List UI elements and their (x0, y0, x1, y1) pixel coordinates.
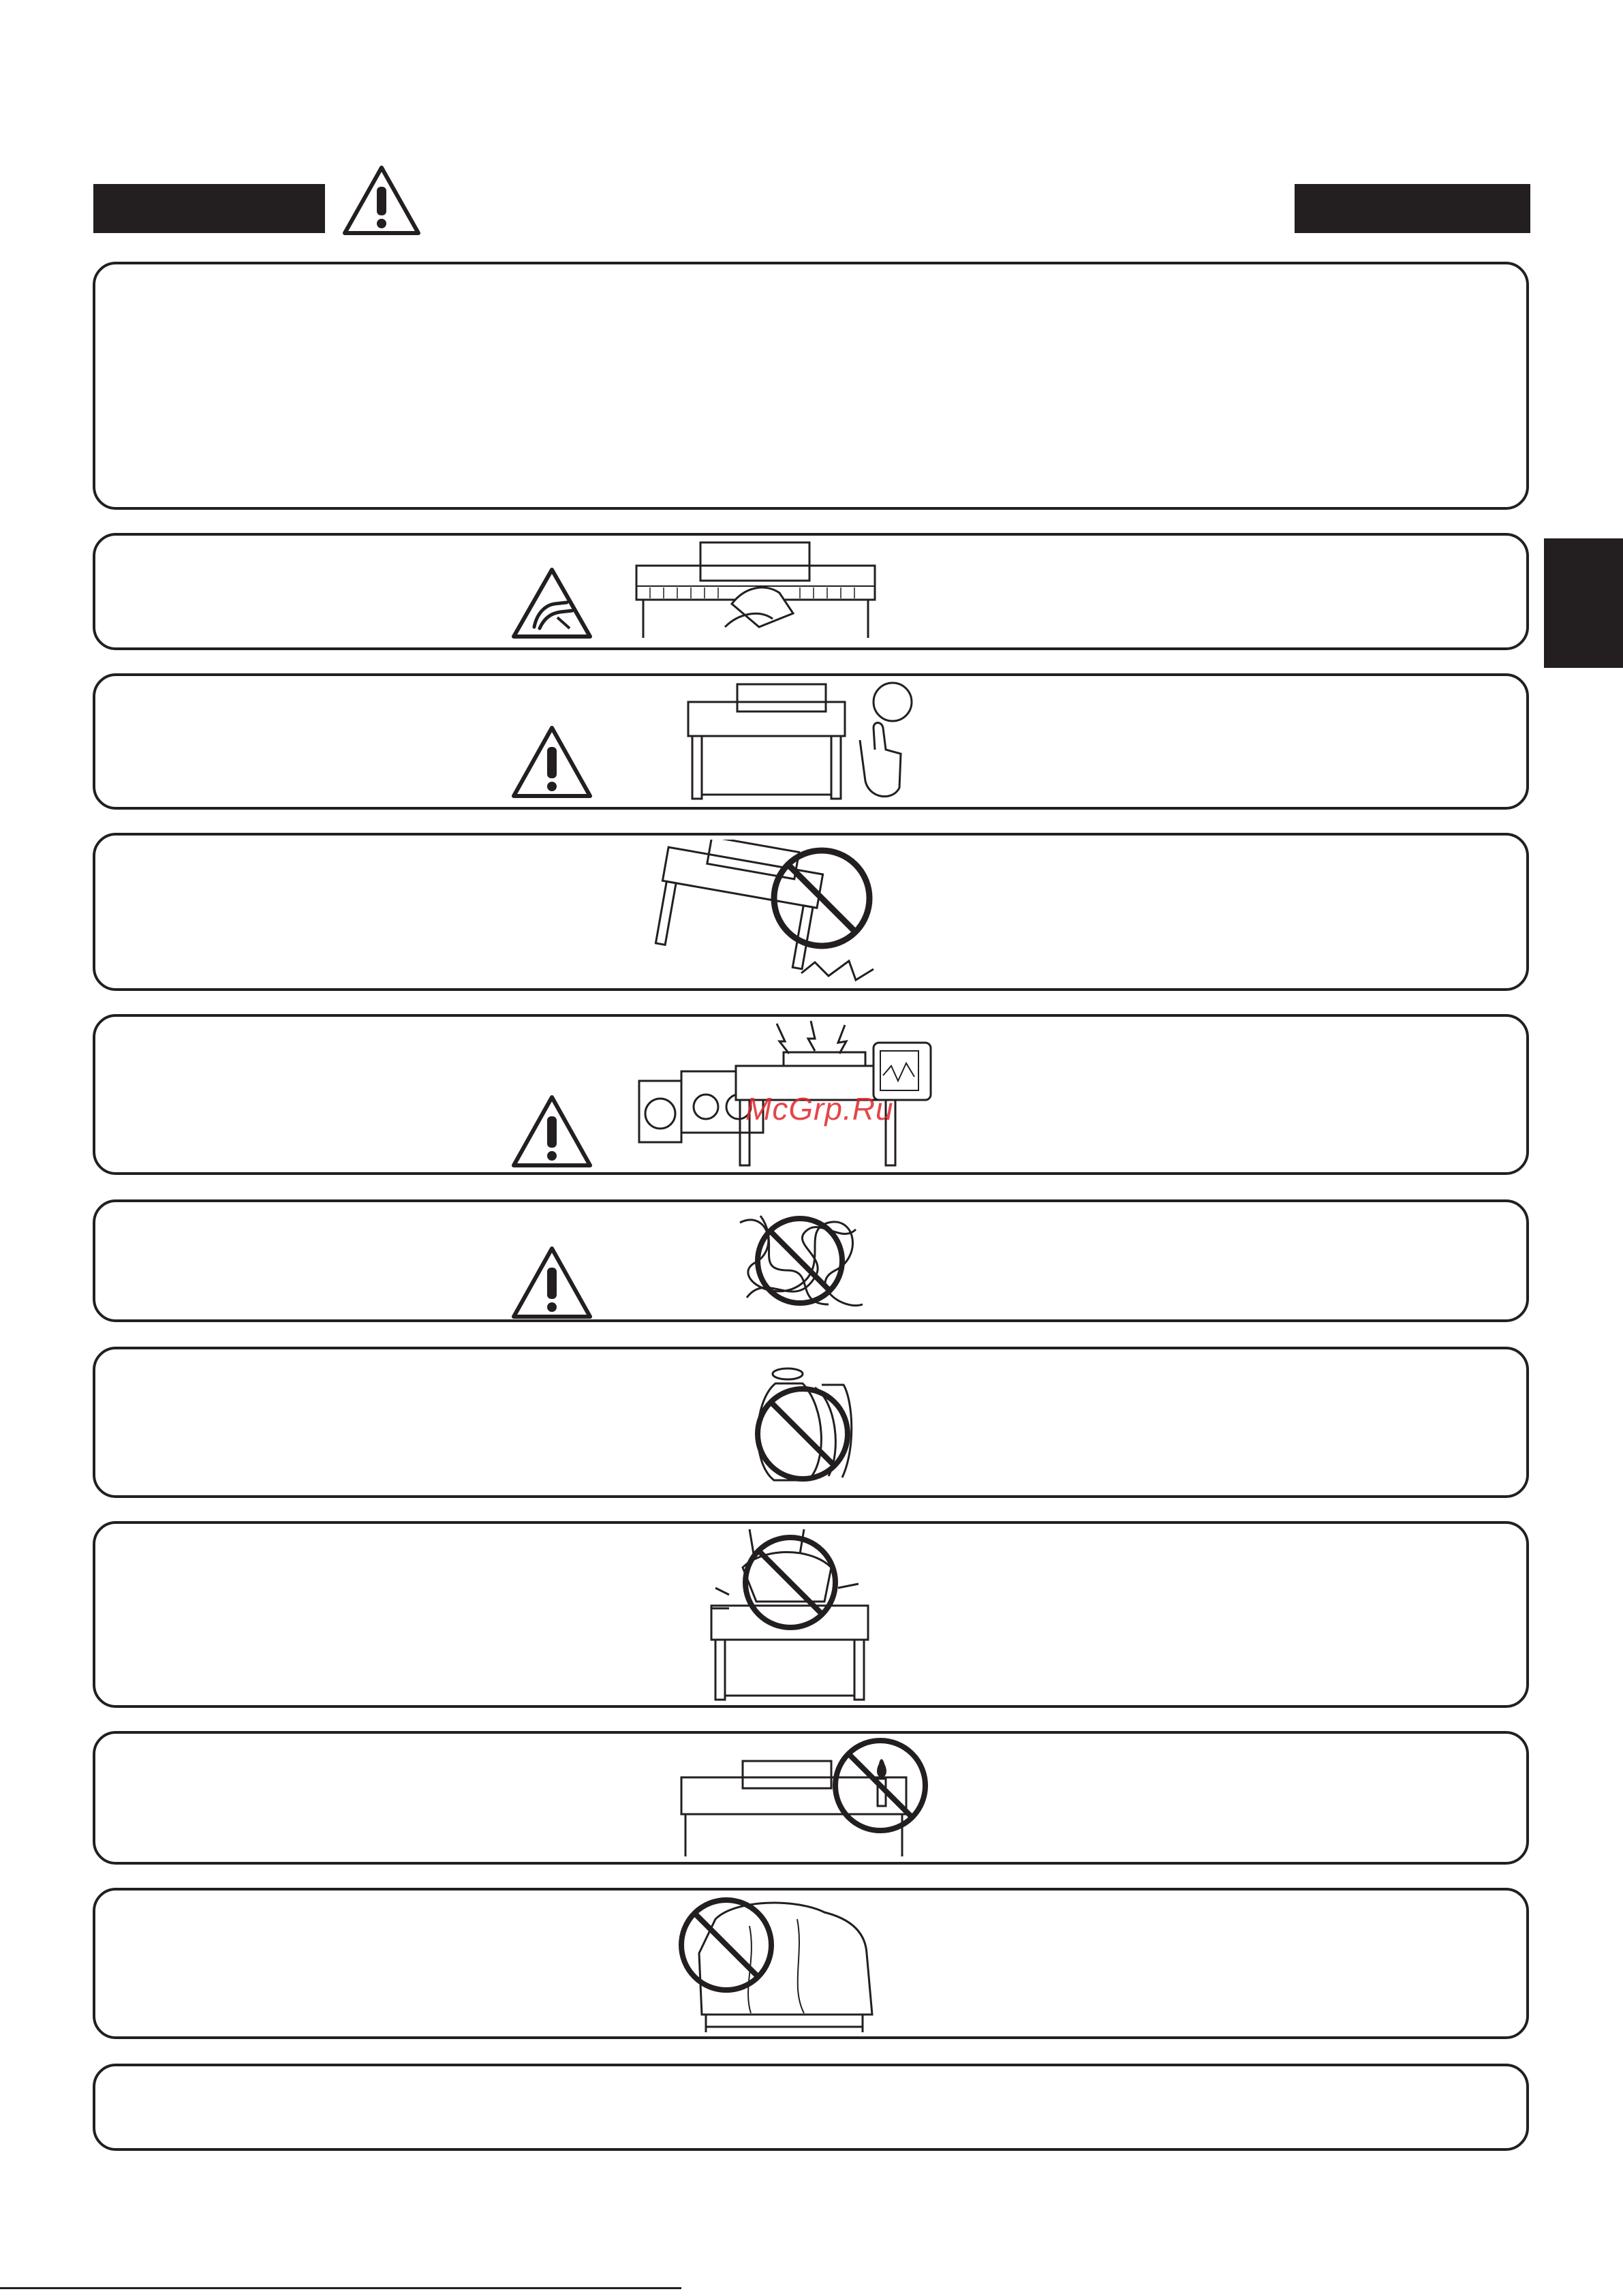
covered-piano-prohibited-illustration (675, 1892, 879, 2036)
warning-triangle-icon (510, 724, 594, 800)
footer-rule (0, 2287, 681, 2289)
vase-water-prohibited-illustration (747, 1360, 863, 1490)
warning-triangle-icon (341, 164, 422, 237)
tipping-piano-prohibited-illustration (651, 840, 897, 985)
piano-power-button-illustration (681, 679, 933, 808)
warning-triangle-icon (510, 1244, 594, 1321)
tangled-cable-prohibited-illustration (726, 1202, 872, 1319)
header-left-label-bar (93, 184, 325, 233)
warning-triangle-icon (510, 1093, 594, 1169)
caution-row-10 (93, 2064, 1529, 2151)
header-right-label-bar (1295, 184, 1530, 233)
intro-box (93, 262, 1529, 510)
heavy-object-prohibited-illustration (702, 1527, 876, 1705)
hand-pinch-caution-icon (510, 566, 594, 641)
candle-flame-prohibited-illustration (675, 1736, 938, 1859)
piano-hands-illustration (630, 538, 879, 641)
side-chapter-tab (1544, 538, 1623, 668)
watermark-text: McGrp.Ru (745, 1091, 894, 1127)
